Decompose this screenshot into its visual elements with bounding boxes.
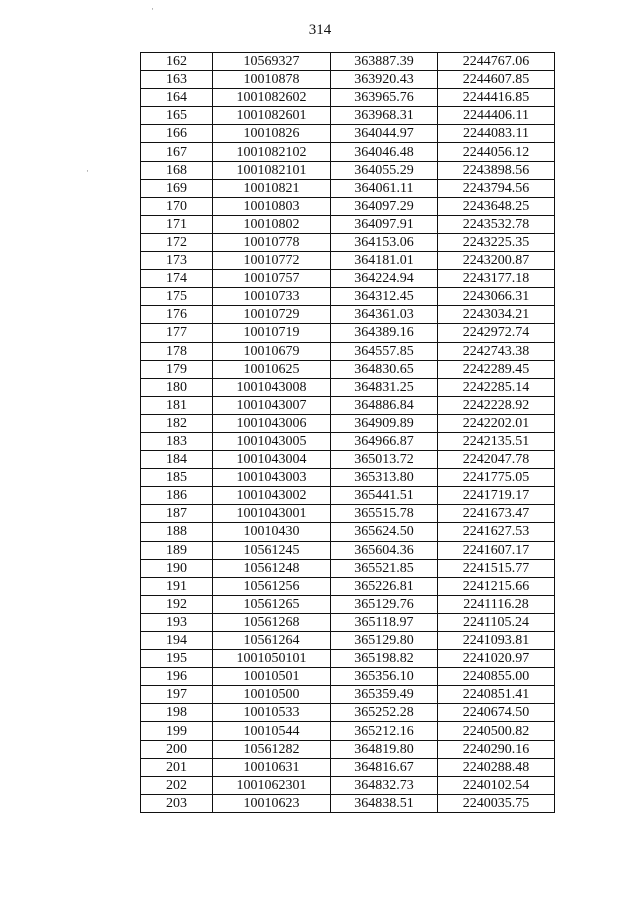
point-number-cell: 167 [141,143,213,161]
y-coordinate-cell: 2241020.97 [438,650,555,668]
table-row [141,650,555,668]
point-id-cell: 10561256 [213,577,331,595]
point-id-cell: 1001043002 [213,487,331,505]
point-number-cell: 180 [141,378,213,396]
point-number-cell: 172 [141,233,213,251]
point-id-cell: 1001082602 [213,89,331,107]
point-number-cell: 201 [141,758,213,776]
y-coordinate-cell: 2243066.31 [438,288,555,306]
point-id-cell: 1001043005 [213,432,331,450]
x-coordinate-cell: 364153.06 [331,233,438,251]
x-coordinate-cell: 364832.73 [331,776,438,794]
point-number-cell: 166 [141,125,213,143]
y-coordinate-cell: 2244083.11 [438,125,555,143]
table-row [141,414,555,432]
point-id-cell: 10010533 [213,704,331,722]
table-row [141,288,555,306]
point-id-cell: 10010631 [213,758,331,776]
y-coordinate-cell: 2243648.25 [438,197,555,215]
table-row [141,179,555,197]
point-number-cell: 188 [141,523,213,541]
y-coordinate-cell: 2241105.24 [438,613,555,631]
point-number-cell: 198 [141,704,213,722]
table-row [141,704,555,722]
y-coordinate-cell: 2240851.41 [438,686,555,704]
y-coordinate-cell: 2243794.56 [438,179,555,197]
point-id-cell: 10010500 [213,686,331,704]
x-coordinate-cell: 365226.81 [331,577,438,595]
point-id-cell: 10010729 [213,306,331,324]
y-coordinate-cell: 2242285.14 [438,378,555,396]
point-number-cell: 164 [141,89,213,107]
table-row [141,541,555,559]
x-coordinate-cell: 364966.87 [331,432,438,450]
y-coordinate-cell: 2242202.01 [438,414,555,432]
point-id-cell: 1001082601 [213,107,331,125]
table-row [141,595,555,613]
point-id-cell: 10010802 [213,215,331,233]
point-id-cell: 10010430 [213,523,331,541]
point-number-cell: 162 [141,53,213,71]
point-id-cell: 1001043007 [213,396,331,414]
y-coordinate-cell: 2241775.05 [438,469,555,487]
table-row [141,270,555,288]
table-row [141,432,555,450]
table-row [141,523,555,541]
x-coordinate-cell: 364046.48 [331,143,438,161]
x-coordinate-cell: 365118.97 [331,613,438,631]
point-number-cell: 190 [141,559,213,577]
point-number-cell: 194 [141,632,213,650]
x-coordinate-cell: 364097.29 [331,197,438,215]
table-row [141,722,555,740]
x-coordinate-cell: 365313.80 [331,469,438,487]
y-coordinate-cell: 2242743.38 [438,342,555,360]
point-id-cell: 10561282 [213,740,331,758]
point-id-cell: 1001043003 [213,469,331,487]
x-coordinate-cell: 364831.25 [331,378,438,396]
point-number-cell: 203 [141,794,213,812]
table-row [141,668,555,686]
table-row [141,161,555,179]
y-coordinate-cell: 2244406.11 [438,107,555,125]
point-number-cell: 176 [141,306,213,324]
x-coordinate-cell: 364361.03 [331,306,438,324]
point-id-cell: 10010623 [213,794,331,812]
point-id-cell: 10010772 [213,252,331,270]
x-coordinate-cell: 364224.94 [331,270,438,288]
point-number-cell: 181 [141,396,213,414]
table-row [141,360,555,378]
point-id-cell: 10010544 [213,722,331,740]
point-id-cell: 10010757 [213,270,331,288]
point-id-cell: 10561245 [213,541,331,559]
point-number-cell: 202 [141,776,213,794]
point-number-cell: 192 [141,595,213,613]
table-row [141,215,555,233]
x-coordinate-cell: 364389.16 [331,324,438,342]
point-id-cell: 1001043006 [213,414,331,432]
point-number-cell: 197 [141,686,213,704]
x-coordinate-cell: 364886.84 [331,396,438,414]
table-row [141,758,555,776]
point-number-cell: 189 [141,541,213,559]
point-number-cell: 195 [141,650,213,668]
x-coordinate-cell: 365624.50 [331,523,438,541]
point-id-cell: 10561265 [213,595,331,613]
point-number-cell: 185 [141,469,213,487]
table-row [141,143,555,161]
table-row [141,794,555,812]
table-row [141,505,555,523]
x-coordinate-cell: 364838.51 [331,794,438,812]
point-id-cell: 10010625 [213,360,331,378]
x-coordinate-cell: 364097.91 [331,215,438,233]
y-coordinate-cell: 2240288.48 [438,758,555,776]
point-id-cell: 1001043008 [213,378,331,396]
y-coordinate-cell: 2244607.85 [438,71,555,89]
y-coordinate-cell: 2241116.28 [438,595,555,613]
y-coordinate-cell: 2241627.53 [438,523,555,541]
table-row [141,451,555,469]
x-coordinate-cell: 363968.31 [331,107,438,125]
point-number-cell: 171 [141,215,213,233]
point-number-cell: 178 [141,342,213,360]
y-coordinate-cell: 2240855.00 [438,668,555,686]
point-number-cell: 175 [141,288,213,306]
point-number-cell: 183 [141,432,213,450]
coordinates-table [140,52,555,813]
x-coordinate-cell: 364055.29 [331,161,438,179]
point-id-cell: 10010501 [213,668,331,686]
table-row [141,613,555,631]
y-coordinate-cell: 2242228.92 [438,396,555,414]
point-id-cell: 1001043004 [213,451,331,469]
y-coordinate-cell: 2243532.78 [438,215,555,233]
x-coordinate-cell: 365252.28 [331,704,438,722]
y-coordinate-cell: 2242972.74 [438,324,555,342]
point-number-cell: 200 [141,740,213,758]
x-coordinate-cell: 364909.89 [331,414,438,432]
y-coordinate-cell: 2243200.87 [438,252,555,270]
y-coordinate-cell: 2241093.81 [438,632,555,650]
table-row [141,396,555,414]
y-coordinate-cell: 2242135.51 [438,432,555,450]
point-number-cell: 169 [141,179,213,197]
x-coordinate-cell: 365515.78 [331,505,438,523]
table-row [141,559,555,577]
point-number-cell: 179 [141,360,213,378]
y-coordinate-cell: 2240102.54 [438,776,555,794]
point-number-cell: 193 [141,613,213,631]
point-number-cell: 177 [141,324,213,342]
x-coordinate-cell: 363887.39 [331,53,438,71]
point-id-cell: 10010733 [213,288,331,306]
point-number-cell: 199 [141,722,213,740]
table-row [141,197,555,215]
y-coordinate-cell: 2240035.75 [438,794,555,812]
table-row [141,378,555,396]
table-row [141,342,555,360]
y-coordinate-cell: 2240674.50 [438,704,555,722]
y-coordinate-cell: 2240500.82 [438,722,555,740]
scan-speck-top: · [151,4,154,14]
x-coordinate-cell: 364819.80 [331,740,438,758]
x-coordinate-cell: 365129.80 [331,632,438,650]
y-coordinate-cell: 2244767.06 [438,53,555,71]
point-id-cell: 1001082102 [213,143,331,161]
point-id-cell: 10010778 [213,233,331,251]
x-coordinate-cell: 365198.82 [331,650,438,668]
table-row [141,740,555,758]
y-coordinate-cell: 2241607.17 [438,541,555,559]
x-coordinate-cell: 364557.85 [331,342,438,360]
point-number-cell: 191 [141,577,213,595]
x-coordinate-cell: 365441.51 [331,487,438,505]
point-number-cell: 165 [141,107,213,125]
x-coordinate-cell: 365359.49 [331,686,438,704]
point-id-cell: 1001043001 [213,505,331,523]
x-coordinate-cell: 365356.10 [331,668,438,686]
x-coordinate-cell: 364830.65 [331,360,438,378]
y-coordinate-cell: 2242289.45 [438,360,555,378]
point-id-cell: 1001050101 [213,650,331,668]
point-id-cell: 10010878 [213,71,331,89]
point-number-cell: 173 [141,252,213,270]
table-row [141,252,555,270]
y-coordinate-cell: 2240290.16 [438,740,555,758]
point-number-cell: 187 [141,505,213,523]
x-coordinate-cell: 364312.45 [331,288,438,306]
point-id-cell: 10010826 [213,125,331,143]
table-row [141,577,555,595]
y-coordinate-cell: 2243177.18 [438,270,555,288]
table-row [141,487,555,505]
point-id-cell: 10561248 [213,559,331,577]
y-coordinate-cell: 2242047.78 [438,451,555,469]
y-coordinate-cell: 2241515.77 [438,559,555,577]
x-coordinate-cell: 364816.67 [331,758,438,776]
y-coordinate-cell: 2241719.17 [438,487,555,505]
point-number-cell: 182 [141,414,213,432]
x-coordinate-cell: 364181.01 [331,252,438,270]
point-number-cell: 163 [141,71,213,89]
x-coordinate-cell: 363920.43 [331,71,438,89]
point-id-cell: 1001082101 [213,161,331,179]
x-coordinate-cell: 363965.76 [331,89,438,107]
y-coordinate-cell: 2243225.35 [438,233,555,251]
point-id-cell: 10010719 [213,324,331,342]
table-row [141,107,555,125]
y-coordinate-cell: 2243898.56 [438,161,555,179]
table-row [141,125,555,143]
x-coordinate-cell: 364044.97 [331,125,438,143]
point-id-cell: 10561268 [213,613,331,631]
x-coordinate-cell: 365129.76 [331,595,438,613]
point-id-cell: 10010821 [213,179,331,197]
point-number-cell: 174 [141,270,213,288]
table-row [141,89,555,107]
point-id-cell: 10010679 [213,342,331,360]
point-number-cell: 168 [141,161,213,179]
y-coordinate-cell: 2244416.85 [438,89,555,107]
x-coordinate-cell: 365521.85 [331,559,438,577]
scan-speck-left: · [86,166,89,176]
coordinates-table-body [141,53,555,813]
table-row [141,686,555,704]
point-number-cell: 186 [141,487,213,505]
point-id-cell: 1001062301 [213,776,331,794]
table-row [141,71,555,89]
table-row [141,469,555,487]
table-row [141,776,555,794]
point-id-cell: 10569327 [213,53,331,71]
x-coordinate-cell: 365212.16 [331,722,438,740]
table-row [141,324,555,342]
y-coordinate-cell: 2243034.21 [438,306,555,324]
point-number-cell: 184 [141,451,213,469]
page-number: 314 [308,22,332,38]
point-id-cell: 10561264 [213,632,331,650]
point-id-cell: 10010803 [213,197,331,215]
x-coordinate-cell: 365013.72 [331,451,438,469]
x-coordinate-cell: 365604.36 [331,541,438,559]
point-number-cell: 196 [141,668,213,686]
x-coordinate-cell: 364061.11 [331,179,438,197]
table-row [141,632,555,650]
table-row [141,53,555,71]
point-number-cell: 170 [141,197,213,215]
y-coordinate-cell: 2241673.47 [438,505,555,523]
y-coordinate-cell: 2244056.12 [438,143,555,161]
y-coordinate-cell: 2241215.66 [438,577,555,595]
table-row [141,306,555,324]
table-row [141,233,555,251]
